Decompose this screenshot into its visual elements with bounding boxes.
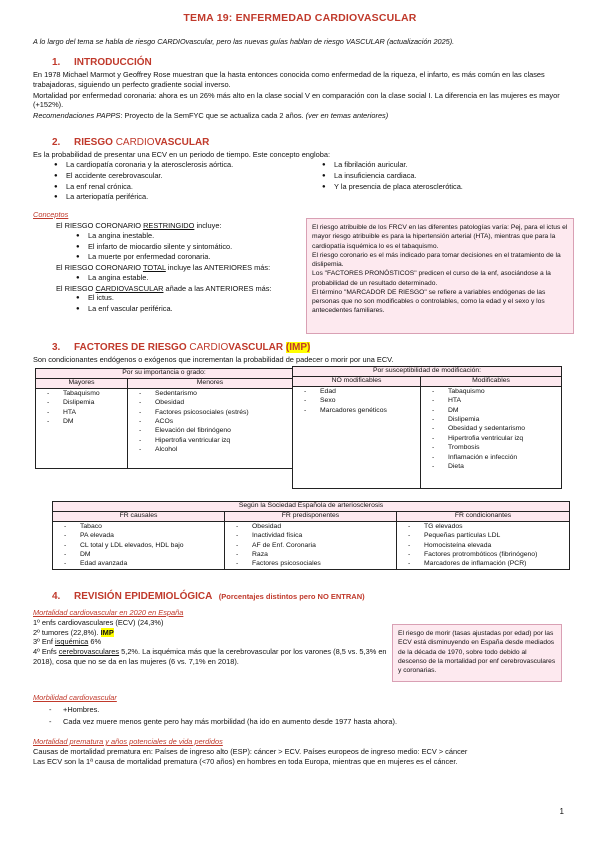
list-item: - Obesidad y sedentarismo [424, 424, 558, 433]
list-item: ● La angina inestable. [70, 231, 296, 241]
mortality-block [33, 608, 388, 667]
table-title: Según la Sociedad Española de arteriosclerosis [53, 502, 570, 512]
list-item: ● La muerte por enfermedad coronaria. [70, 252, 296, 262]
list-item: - Hipertrofia ventricular izq [131, 436, 289, 445]
list-item: - Dislipemia [39, 398, 124, 407]
list-item: ● La cardiopatía coronaria y la aterosclerosis aórtica. [48, 160, 308, 170]
list-item: - Dieta [424, 462, 558, 471]
concepts-block [56, 221, 296, 315]
list-item: ● El infarto de miocardio silente y sintomático. [70, 242, 296, 252]
list-item: - Marcadores genéticos [296, 406, 417, 415]
section-3-heading: 3. FACTORES DE RIESGO CARDIOVASCULAR (IMP) [52, 342, 311, 353]
list-item: - Tabaquismo [424, 387, 558, 396]
section-2-definition: Es la probabilidad de presentar una ECV en un periodo de tiempo. Este concepto engloba: [33, 150, 331, 159]
list-item: - Dislipemia [424, 415, 558, 424]
list-item: - Obesidad [228, 522, 393, 531]
list-item: ● La enf renal crónica. [48, 182, 308, 192]
list-item: - Factores psicosociales (estrés) [131, 408, 289, 417]
morbidity-subheading: Morbilidad cardiovascular [33, 693, 117, 702]
table-cell [293, 386, 421, 488]
list-item: - Trombosis [424, 443, 558, 452]
risk-list-right [316, 160, 556, 192]
concepts-heading: Conceptos [33, 210, 69, 219]
mortality-line-3: 3º Enf isquémica 6% [33, 637, 102, 647]
risk-note-box: El riesgo atribuible de los FRCV en las diferentes patologías varía: Pej, para el ictus el mayor riesgo atribuible es para la hipertensión arterial (HTA), mientras que para la cardiopatía isquémica lo es el tabaquismo. El riesgo coronario es el más indicado para tomar decisiones en el tratamiento de la dislipemia. Los "FACTORES PRONÓSTICOS" predicen el curso de la enf, asociándose a la probabilidad de un resultado determinado. El término "MARCADOR DE RIESGO" se refiere a variables endógenas de las personas que no son modificables o controlables, como la edad y el sexo y los antecedentes familiares. [306, 218, 574, 334]
concept-cardiovascular: El RIESGO CARDIOVASCULAR añade a las ANTERIORES más: [56, 283, 272, 293]
mortality-line-2: 2º tumores (22,8%). IMP [33, 627, 114, 637]
section-4-heading: 4. REVISIÓN EPIDEMIOLÓGICA (Porcentajes distintos pero NO ENTRAN) [52, 591, 365, 602]
restricted-list [70, 231, 296, 262]
modifiability-table [292, 366, 562, 489]
intro-paragraph-1: En 1978 Michael Marmot y Geoffrey Rose muestran que la hasta entonces conocida como enfermedad de la riqueza, el infarto, es más común en las clases trabajadoras, siguiendo un perfecto gradiente social inverso. [33, 70, 545, 89]
column-header: Modificables [421, 376, 562, 386]
list-item: - Marcadores de inflamación (PCR) [400, 559, 566, 568]
column-header: NO modificables [293, 376, 421, 386]
list-item: - DM [39, 417, 124, 426]
list-item: - Sexo [296, 396, 417, 405]
list-item: - ACOs [131, 417, 289, 426]
list-item: - Inflamación e infección [424, 453, 558, 462]
section-3-definition: Son condicionantes endógenos o exógenos que incrementan la probabilidad de padecer o morir por una ECV. [33, 355, 394, 364]
list-item: ● La fibrilación auricular. [316, 160, 556, 170]
list-item: - DM [424, 406, 558, 415]
column-header: FR condicionantes [397, 511, 570, 521]
list-item: ● La angina estable. [70, 273, 296, 283]
intro-paragraph-2: Mortalidad por enfermedad coronaria: ahora es un 26% más alto en la clase social V en comparación con la clase social I. La diferencia en las mujeres es mayor (+152%). [33, 90, 560, 110]
list-item: - +Hombres. [33, 705, 573, 715]
list-item: - PA elevada [56, 531, 221, 540]
list-item: - HTA [424, 396, 558, 405]
table-cell [225, 521, 397, 569]
list-item: - Edad [296, 387, 417, 396]
table-title: Por su importancia o grado: [36, 369, 293, 379]
mortality-note-box: El riesgo de morir (tasas ajustadas por edad) por las ECV está disminuyendo en España desde mediados de la década de 1970, sobre todo debido al descenso de la mortalidad por enf cerebrovasculares y coronarias. [392, 624, 562, 682]
list-item: - Tabaco [56, 522, 221, 531]
list-item: ● El accidente cerebrovascular. [48, 171, 308, 181]
importance-table [35, 368, 293, 469]
list-item: - AF de Enf. Coronaria [228, 541, 393, 550]
table-title: Por susceptibilidad de modificación: [293, 367, 562, 377]
list-item: - Inactividad física [228, 531, 393, 540]
mortality-line-4: 4º Enfs cerebrovasculares 5,2%. La isquémica más que la cerebrovascular por los varones (8,5 vs. 5,3% en 2018), cosa que no se da en las mujeres (6 vs. 7,1% en 2018). [33, 647, 387, 666]
morbidity-list [33, 705, 573, 729]
cardiovascular-list [70, 293, 296, 314]
premature-line-2: Las ECV son la 1ª causa de mortalidad prematura (<70 años) en hombres en toda Europa, mientras que en mujeres es el cáncer. [33, 756, 458, 766]
table-cell [53, 521, 225, 569]
premature-block [33, 737, 573, 766]
table-cell [36, 388, 128, 468]
list-item: - CL total y LDL elevados, HDL bajo [56, 541, 221, 550]
list-item: ● Y la presencia de placa aterosclerótica. [316, 182, 556, 192]
list-item: - Alcohol [131, 445, 289, 454]
mortality-subheading: Mortalidad cardiovascular en 2020 en España [33, 608, 184, 617]
sea-table [52, 501, 570, 570]
column-header: FR predisponentes [225, 511, 397, 521]
column-header: Menores [128, 378, 293, 388]
premature-subheading: Mortalidad prematura y años potenciales de vida perdidos [33, 737, 223, 746]
document-title: TEMA 19: ENFERMEDAD CARDIOVASCULAR [183, 12, 417, 24]
list-item: - Pequeñas partículas LDL [400, 531, 566, 540]
list-item: - DM [56, 550, 221, 559]
premature-line-1: Causas de mortalidad prematura en: Países de ingreso alto (ESP): cáncer > ECV. Países europeos de ingreso medio: ECV > cáncer [33, 746, 468, 756]
list-item: - Hipertrofia ventricular izq [424, 434, 558, 443]
list-item: - Factores protrombóticos (fibrinógeno) [400, 550, 566, 559]
list-item: ● La arteriopatía periférica. [48, 192, 308, 202]
list-item: - Homocisteína elevada [400, 541, 566, 550]
list-item: - Edad avanzada [56, 559, 221, 568]
section-2-heading: 2. RIESGO CARDIOVASCULAR [52, 137, 210, 148]
column-header: FR causales [53, 511, 225, 521]
list-item: - Tabaquismo [39, 389, 124, 398]
concept-restricted: El RIESGO CORONARIO RESTRINGIDO incluye: [56, 221, 222, 230]
list-item: ● La enf vascular periférica. [70, 304, 296, 314]
total-list [70, 273, 296, 283]
table-cell [397, 521, 570, 569]
recommendations-line: Recomendaciones PAPPS: Proyecto de la SemFYC que se actualiza cada 2 años. (ver en temas anteriores) [33, 111, 389, 121]
section-1-body [33, 70, 573, 122]
list-item: - Factores psicosociales [228, 559, 393, 568]
page-number: 1 [559, 807, 564, 817]
mortality-line-1: 1º enfs cardiovasculares (ECV) (24,3%) [33, 617, 164, 627]
list-item: - TG elevados [400, 522, 566, 531]
list-item: - Obesidad [131, 398, 289, 407]
list-item: - Sedentarismo [131, 389, 289, 398]
risk-list-left [48, 160, 308, 203]
list-item: - HTA [39, 408, 124, 417]
list-item: - Raza [228, 550, 393, 559]
section-1-heading: 1. INTRODUCCIÓN [52, 57, 152, 68]
list-item: - Elevación del fibrinógeno [131, 426, 289, 435]
concept-total: El RIESGO CORONARIO TOTAL incluye las ANTERIORES más: [56, 263, 271, 273]
intro-note: A lo largo del tema se habla de riesgo CARDIOvascular, pero las nuevas guías hablan de riesgo VASCULAR (actualización 2025). [33, 37, 455, 46]
list-item: ● El ictus. [70, 293, 296, 303]
list-item: - Cada vez muere menos gente pero hay más morbilidad (ha ido en aumento desde 1977 hasta ahora). [33, 717, 573, 727]
list-item: ● La insuficiencia cardiaca. [316, 171, 556, 181]
column-header: Mayores [36, 378, 128, 388]
table-cell [128, 388, 293, 468]
section-4-note: (Porcentajes distintos pero NO ENTRAN) [218, 592, 365, 601]
table-cell [421, 386, 562, 488]
